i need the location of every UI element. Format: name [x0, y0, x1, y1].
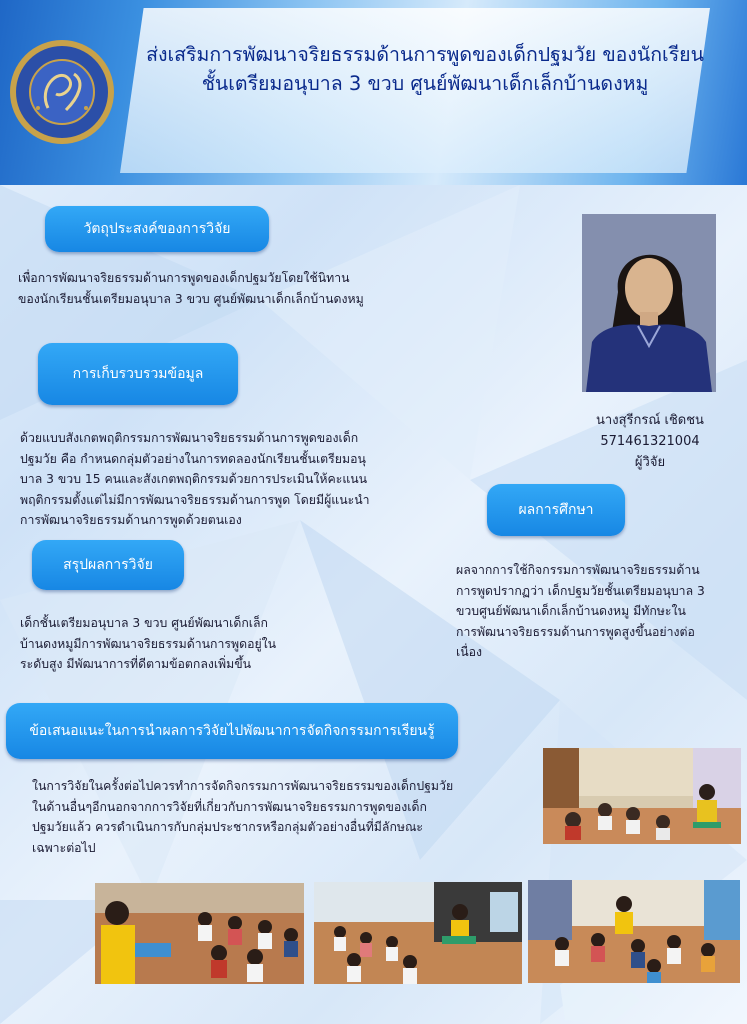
recommendations-line: เฉพาะต่อไป — [32, 840, 96, 855]
conclusion-text — [20, 613, 276, 675]
results-line: ขวบศูนย์พัฒนาเด็กเล็กบ้านดงหมู มีทักษะใน — [456, 604, 686, 618]
title-line-2: ชั้นเตรียมอนุบาล 3 ขวบ ศูนย์พัฒนาเด็กเล็กบ้านดงหมู — [201, 72, 649, 95]
results-heading-text: ผลการศึกษา — [518, 502, 594, 518]
conclusion-line: เด็กชั้นเตรียมอนุบาล 3 ขวบ ศูนย์พัฒนาเด็กเล็ก — [20, 616, 268, 630]
classroom-photo-3 — [314, 882, 522, 984]
data-collection-line: บาล 3 ขวบ 15 คนและสังเกตพฤติกรรมด้วยการประเมินให้คะแนน — [20, 472, 368, 486]
researcher-name: นางสุรีกรณ์ เชิดชน — [596, 413, 704, 428]
recommendations-line: ปฐมวัยแล้ว ควรดำเนินการกับกลุ่มประชากรหรือกลุ่มตัวอย่างอื่นที่มีลักษณะ — [32, 820, 424, 834]
classroom-photo-2-image — [95, 883, 304, 984]
conclusion-line: บ้านดงหมูมีการพัฒนาจริยธรรมด้านการพูดอยู่ใน — [20, 636, 277, 651]
data-collection-line: ด้วยแบบสังเกตพฤติกรรมการพัฒนาจริยธรรมด้านการพูดของเด็ก — [20, 431, 359, 445]
data-collection-line: ปฐมวัย คือ กำหนดกลุ่มตัวอย่างในการทดลองนักเรียนชั้นเตรียมอนุ — [20, 451, 366, 466]
data-collection-line: พฤติกรรมตั้งแต่ไม่มีการพัฒนาจริยธรรมด้านการพูด โดยมีผู้แนะนำ — [20, 492, 370, 507]
objective-heading-text: วัตถุประสงค์ของการวิจัย — [83, 221, 231, 237]
conclusion-heading — [32, 540, 184, 590]
title-line-1: ส่งเสริมการพัฒนาจริยธรรมด้านการพูดของเด็กปฐมวัย ของนักเรียน — [146, 43, 704, 66]
researcher-photo-image — [582, 214, 716, 392]
recommendations-line: ในด้านอื่นๆอีกนอกจากการวิจัยที่เกี่ยวกับการพัฒนาจริยธรรมการพูดของเด็ก — [32, 799, 427, 814]
data-collection-text — [20, 428, 370, 531]
researcher-portrait — [582, 214, 716, 392]
recommendations-heading-text: ข้อเสนอแนะในการนำผลการวิจัยไปพัฒนาการจัดกิจกรรมการเรียนรู้ — [29, 723, 435, 739]
results-line: เนื่อง — [456, 645, 482, 659]
results-text — [456, 560, 705, 663]
researcher-caption — [560, 410, 740, 473]
recommendations-line: ในการวิจัยในครั้งต่อไปควรทำการจัดกิจกรรมการพัฒนาจริยธรรมของเด็กปฐมวัย — [32, 779, 454, 793]
results-line: การพูดปรากฏว่า เด็กปฐมวัยชั้นเตรียมอนุบาล 3 — [456, 583, 705, 598]
classroom-photo-3-image — [314, 882, 522, 984]
classroom-photo-4-image — [528, 880, 740, 983]
researcher-id: 571461321004 — [600, 434, 700, 449]
data-collection-line: การพัฒนาจริยธรรมด้านการพูดด้วยตนเอง — [20, 513, 242, 527]
recommendations-text — [32, 776, 453, 858]
data-collection-heading — [38, 343, 238, 405]
conclusion-heading-text: สรุปผลการวิจัย — [63, 557, 153, 573]
poster-title — [135, 40, 715, 98]
results-heading — [487, 484, 625, 536]
results-line: ผลจากการใช้กิจกรรมการพัฒนาจริยธรรมด้าน — [456, 563, 700, 577]
data-collection-heading-text: การเก็บรวบรวมข้อมูล — [72, 366, 204, 382]
objective-line: เพื่อการพัฒนาจริยธรรมด้านการพูดของเด็กปฐมวัยโดยใช้นิทาน — [18, 271, 350, 285]
objective-heading — [45, 206, 269, 252]
researcher-role: ผู้วิจัย — [634, 455, 666, 470]
classroom-photo-4 — [528, 880, 740, 983]
classroom-photo-1-image — [543, 748, 741, 844]
conclusion-line: ระดับสูง มีพัฒนาการที่ดีตามข้อตกลงเพิ่มขึ้น — [20, 657, 252, 671]
recommendations-heading — [6, 703, 458, 759]
classroom-photo-2 — [95, 883, 304, 984]
university-logo — [8, 38, 116, 146]
classroom-photo-1 — [543, 748, 741, 844]
objective-line: ของนักเรียนชั้นเตรียมอนุบาล 3 ขวบ ศูนย์พัฒนาเด็กเล็กบ้านดงหมู — [18, 291, 364, 306]
objective-text — [18, 268, 364, 309]
results-line: การพัฒนาจริยธรรมด้านการพูดสูงขึ้นอย่างต่อ — [456, 624, 695, 639]
